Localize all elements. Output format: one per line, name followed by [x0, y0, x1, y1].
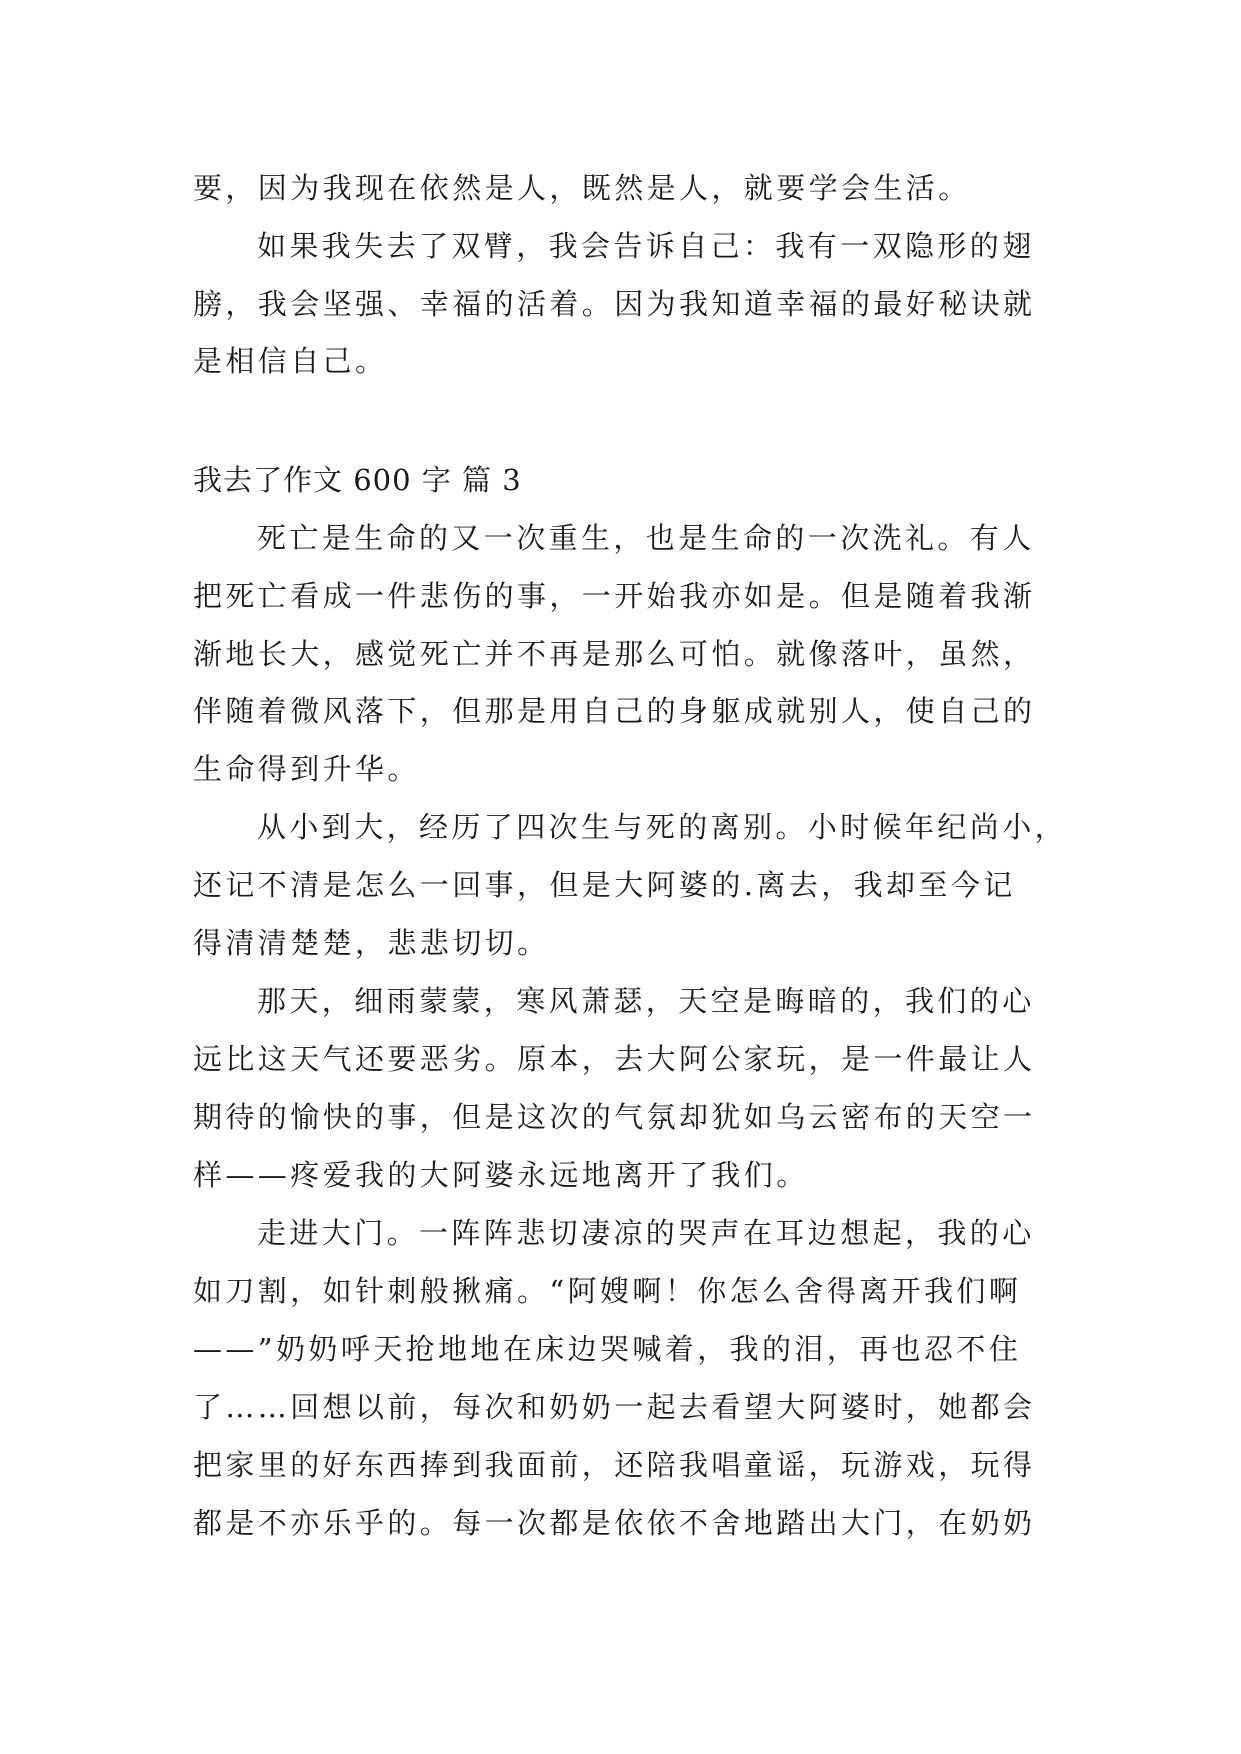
- text-line: 是相信自己。: [193, 344, 388, 378]
- text-line: 那天，细雨蒙蒙，寒风萧瑟，天空是晦暗的，我们的心: [257, 984, 1035, 1018]
- text-line: ——”奶奶呼天抢地地在床边哭喊着，我的泪，再也忍不住: [193, 1332, 1022, 1366]
- text-line: 走进大门。一阵阵悲切凄凉的哭声在耳边想起，我的心: [257, 1216, 1035, 1250]
- text-line: 了……回想以前，每次和奶奶一起去看望大阿婆时，她都会: [193, 1390, 1036, 1424]
- text-line: 把死亡看成一件悲伤的事，一开始我亦如是。但是随着我渐: [193, 579, 1036, 613]
- text-line: 都是不亦乐乎的。每一次都是依依不舍地踏出大门，在奶奶: [193, 1506, 1036, 1540]
- text-line: 渐地长大，感觉死亡并不再是那么可怕。就像落叶，虽然，: [193, 637, 1036, 671]
- text-line: 把家里的好东西捧到我面前，还陪我唱童谣，玩游戏，玩得: [193, 1448, 1036, 1482]
- text-line: 样——疼爱我的大阿婆永远地离开了我们。: [193, 1158, 809, 1192]
- text-line: 从小到大，经历了四次生与死的离别。小时候年纪尚小，: [257, 810, 1068, 844]
- text-line: 伴随着微风落下，但那是用自己的身躯成就别人，使自己的: [193, 694, 1036, 728]
- text-line: 还记不清是怎么一回事，但是大阿婆的.离去，我却至今记: [193, 868, 1016, 902]
- text-line: 得清清楚楚，悲悲切切。: [193, 926, 550, 960]
- text-line: 远比这天气还要恶劣。原本，去大阿公家玩，是一件最让人: [193, 1042, 1036, 1076]
- text-line: 死亡是生命的又一次重生，也是生命的一次洗礼。有人: [257, 521, 1035, 555]
- text-line: 膀，我会坚强、幸福的活着。因为我知道幸福的最好秘诀就: [193, 287, 1036, 321]
- text-line: 要，因为我现在依然是人，既然是人，就要学会生活。: [193, 171, 971, 205]
- text-line: 生命得到升华。: [193, 752, 420, 786]
- section-title: 我去了作文 600 字 篇 3: [193, 463, 522, 497]
- text-line: 期待的愉快的事，但是这次的气氛却犹如乌云密布的天空一: [193, 1100, 1036, 1134]
- text-line: 如果我失去了双臂，我会告诉自己：我有一双隐形的翅: [257, 229, 1035, 263]
- text-line: 如刀割，如针刺般揪痛。“阿嫂啊！你怎么舍得离开我们啊: [193, 1274, 1022, 1308]
